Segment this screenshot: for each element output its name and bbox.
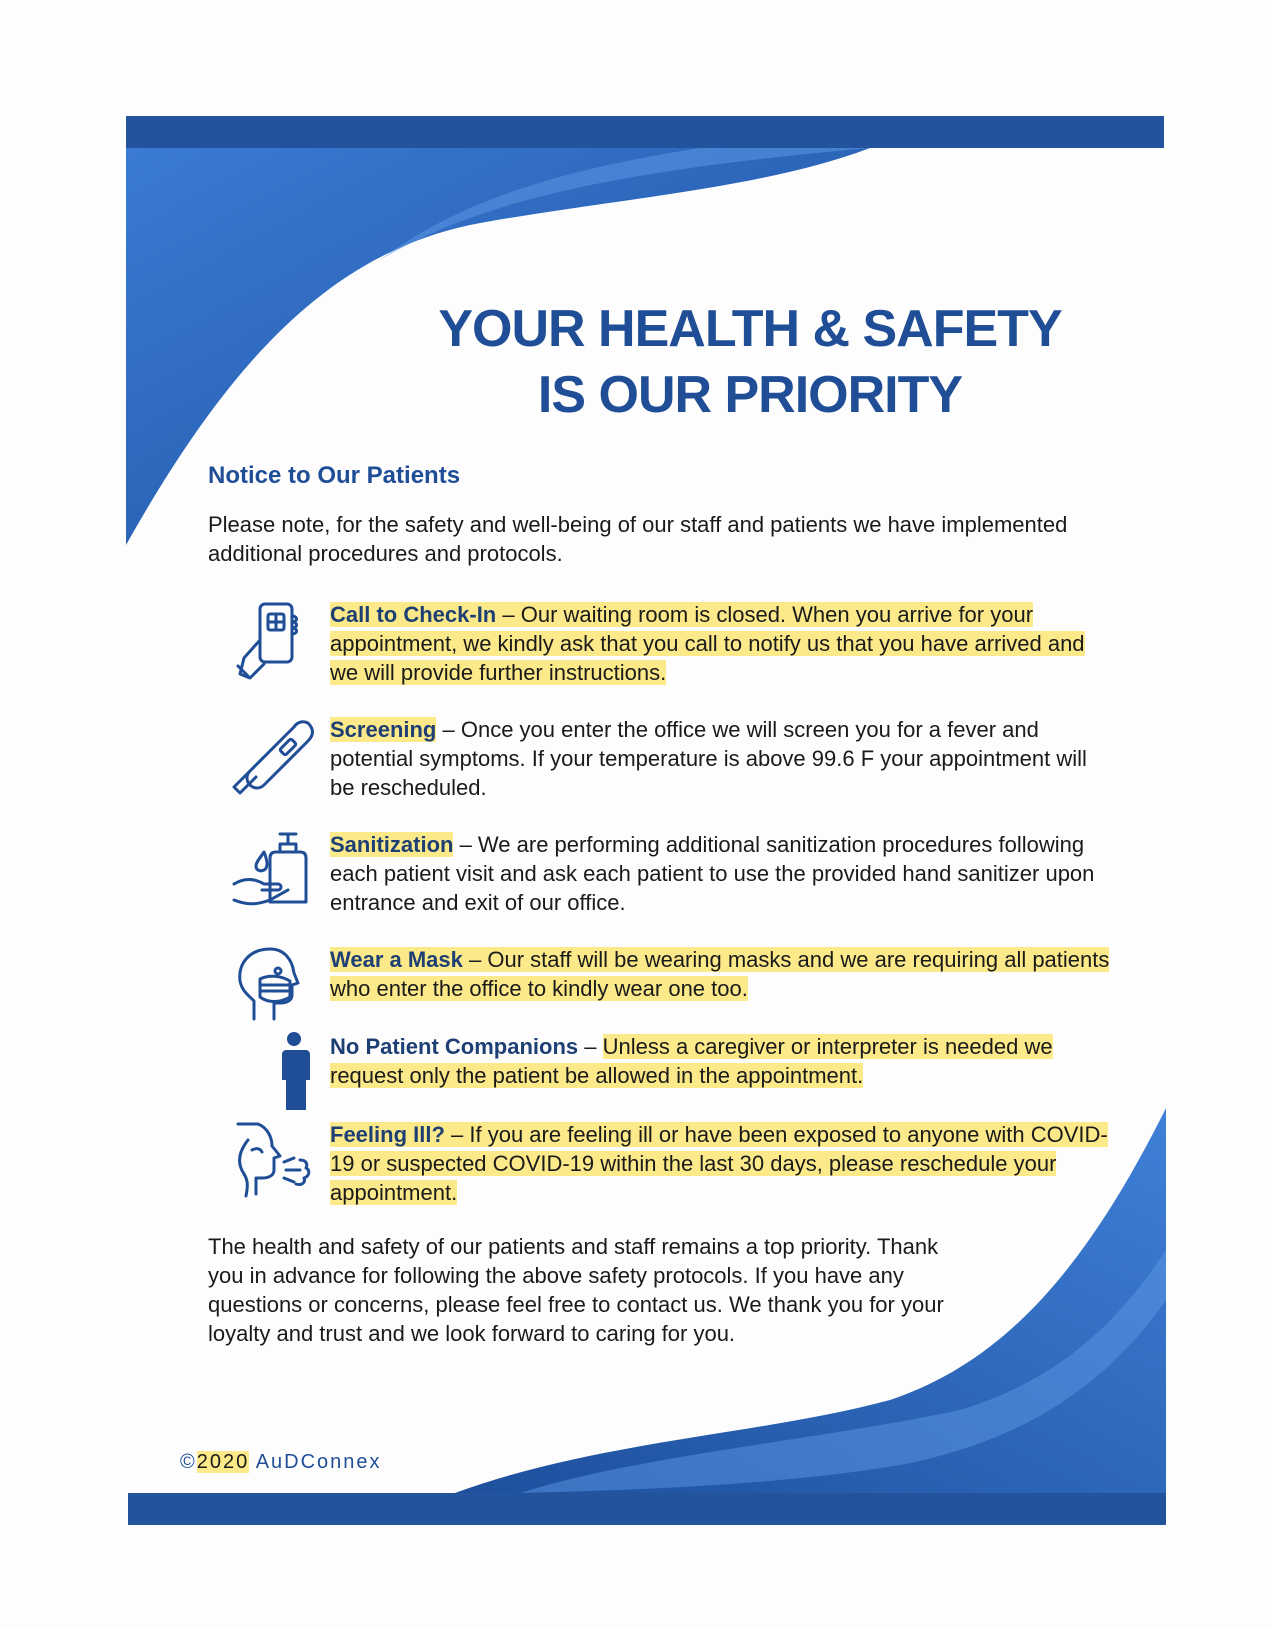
protocol-text: Sanitization – We are performing additional sanitization procedures following each patient visit and ask each patient to use the provided hand sanitizer upon entrance and exit of our office. [330,832,1095,915]
copyright-year: 2020 [196,1451,250,1473]
protocol-text: Feeling Ill? – If you are feeling ill or have been exposed to anyone with COVID-19 or suspected COVID-19 within the last 30 days, please reschedule your appointment. [330,1122,1108,1205]
sneeze-icon [230,1120,320,1200]
protocol-body: Our waiting room is closed. When you arrive for your appointment, we kindly ask that you call to notify us that you have arrived and we will provide further instructions. [330,602,1085,685]
hand-sanitizer-icon [230,830,320,910]
face-mask-icon [230,945,320,1025]
top-bar [126,116,1164,148]
bottom-bar [128,1493,1166,1525]
title-line-2: IS OUR PRIORITY [537,366,963,424]
protocol-title: Call to Check-In [330,602,497,627]
notice-heading: Notice to Our Patients [208,462,461,489]
protocol-body: Our staff will be wearing masks and we are requiring all patients who enter the office to kindly wear one too. [330,947,1110,1001]
title-line-1: YOUR HEALTH & SAFETY [438,300,1062,358]
brand-name: AuDConnex [255,1451,382,1473]
protocol-title: Sanitization [330,832,454,857]
phone-in-hand-icon [230,600,320,680]
person-icon [230,1032,320,1112]
protocol-body: Unless a caregiver or interpreter is needed we request only the patient be allowed in the appointment. [330,1034,1053,1088]
protocol-text: Screening – Once you enter the office we will screen you for a fever and potential symptoms. If your temperature is above 99.6 F your appointment will be rescheduled. [330,717,1087,800]
protocol-title: Wear a Mask [330,947,463,972]
thermometer-icon [230,715,320,795]
protocol-text: Wear a Mask – Our staff will be wearing masks and we are requiring all patients who enter the office to kindly wear one too. [330,947,1110,1001]
protocol-text: Call to Check-In – Our waiting room is closed. When you arrive for your appointment, we kindly ask that you call to notify us that you have arrived and we will provide further instructions. [330,602,1085,685]
protocol-title: Screening [330,717,437,742]
notice-intro: Please note, for the safety and well-being of our staff and patients we have implemented additional procedures and protocols. [208,512,1068,566]
protocol-body: If you are feeling ill or have been exposed to anyone with COVID-19 or suspected COVID-19 within the last 30 days, please reschedule your appointment. [330,1122,1108,1205]
closing-message: The health and safety of our patients and staff remains a top priority. Thank you in advance for following the above safety protocols. If you have any questions or concerns, please feel free to contact us. We thank you for your loyalty and trust and we look forward to caring for you. [208,1234,944,1346]
copyright [180,1451,382,1474]
protocol-text: No Patient Companions – Unless a caregiver or interpreter is needed we request only the patient be allowed in the appointment. [330,1034,1053,1088]
protocol-title: No Patient Companions [330,1034,579,1059]
page-title [400,296,1100,428]
protocol-body: We are performing additional sanitization procedures following each patient visit and ask each patient to use the provided hand sanitizer upon entrance and exit of our office. [330,832,1095,915]
protocol-title: Feeling Ill? [330,1122,445,1147]
protocol-body: Once you enter the office we will screen you for a fever and potential symptoms. If your temperature is above 99.6 F your appointment will be rescheduled. [330,717,1087,800]
copyright-symbol: © [180,1451,197,1473]
